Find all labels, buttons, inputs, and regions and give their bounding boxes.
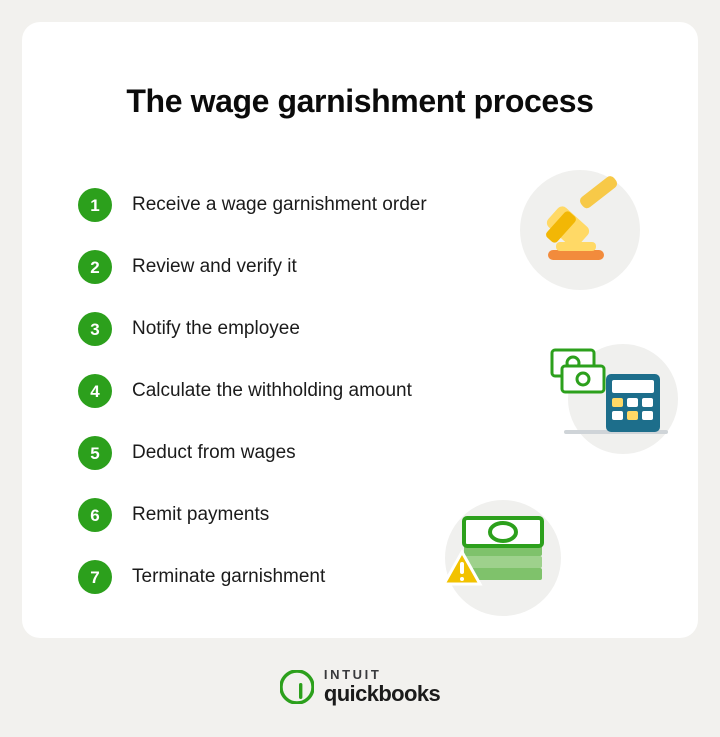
cash-stack-warning-icon [440, 500, 566, 616]
step-number-badge: 6 [78, 498, 112, 532]
list-item [78, 174, 508, 236]
list-item [78, 360, 508, 422]
brand-wordmark [324, 668, 440, 705]
gavel-illustration [520, 170, 640, 290]
page-title: The wage garnishment process [126, 83, 594, 119]
list-item [78, 236, 508, 298]
step-number-badge: 3 [78, 312, 112, 346]
calculator-money-icon [550, 344, 680, 454]
step-label: Receive a wage garnishment order [132, 194, 427, 216]
step-number-badge: 5 [78, 436, 112, 470]
step-number-badge: 7 [78, 560, 112, 594]
brand-quickbooks-text: quickbooks [323, 681, 441, 706]
gavel-icon [520, 170, 640, 290]
step-number-badge: 1 [78, 188, 112, 222]
step-label: Notify the employee [132, 318, 300, 340]
calculator-and-cash-illustration [550, 344, 680, 454]
step-label: Calculate the withholding amount [132, 380, 412, 402]
brand-intuit-text: INTUIT [323, 667, 382, 682]
list-item [78, 298, 508, 360]
infographic-card [22, 22, 698, 638]
step-label: Review and verify it [132, 256, 297, 278]
list-item [78, 422, 508, 484]
quickbooks-logo-icon [280, 670, 314, 704]
step-label: Remit payments [132, 504, 270, 526]
cash-stack-warning-illustration [440, 500, 566, 616]
step-number-badge: 4 [78, 374, 112, 408]
brand-footer [0, 668, 720, 705]
step-label: Deduct from wages [132, 442, 296, 464]
step-label: Terminate garnishment [132, 566, 326, 588]
step-number-badge: 2 [78, 250, 112, 284]
